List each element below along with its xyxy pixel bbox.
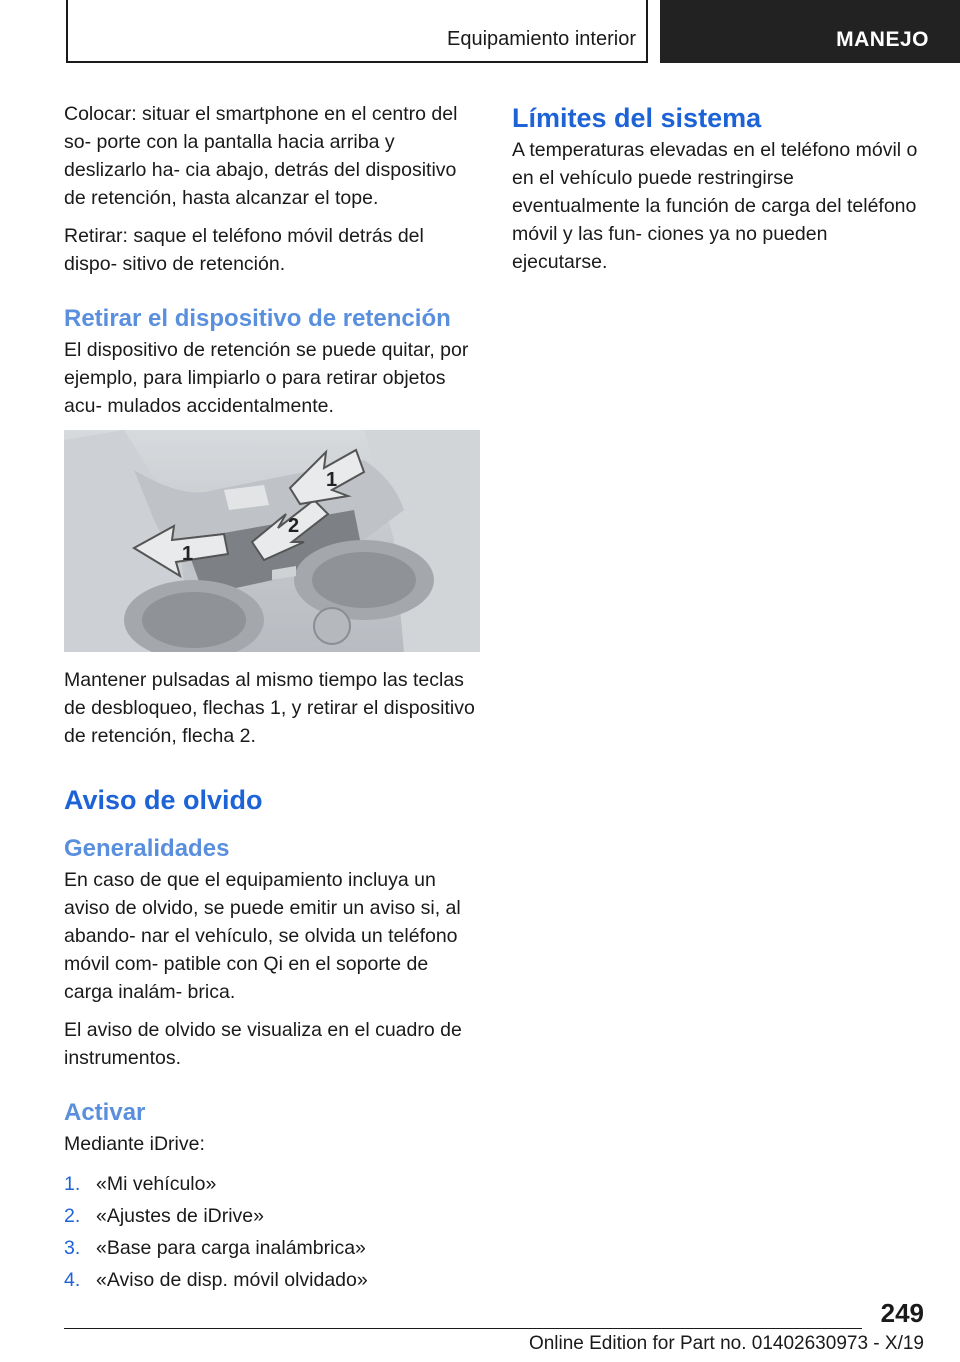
paragraph-retirar-detalle: El dispositivo de retención se puede quitar, por ejemplo, para limpiarlo o para retirar objetos acu‐ mulados accidentalmente. bbox=[64, 339, 469, 417]
paragraph-colocar: Colocar: situar el smartphone en el centro del so‐ porte con la pantalla hacia arriba y deslizarlo ha‐ cia abajo, detrás del dispositivo de retención, hasta alcanzar el tope. bbox=[64, 103, 458, 209]
left-column bbox=[64, 100, 480, 1296]
step-text: «Ajustes de iDrive» bbox=[96, 1205, 264, 1227]
list-item bbox=[64, 1232, 480, 1264]
step-text: «Aviso de disp. móvil olvidado» bbox=[96, 1269, 368, 1291]
step-number: 3. bbox=[64, 1237, 81, 1259]
header-chapter-tab bbox=[66, 0, 648, 63]
arrow-label-1-left: 1 bbox=[182, 543, 194, 565]
steps-list bbox=[64, 1168, 480, 1296]
step-number: 2. bbox=[64, 1205, 81, 1227]
list-item bbox=[64, 1200, 480, 1232]
paragraph-retirar: Retirar: saque el teléfono móvil detrás del dispo‐ sitivo de retención. bbox=[64, 225, 424, 275]
paragraph-limites: A temperaturas elevadas en el teléfono móvil o en el vehículo puede restringirse eventualmente la función de carga del teléfono móvil y las fun‐ ciones ya no pueden ejecutarse. bbox=[512, 139, 918, 273]
footer-edition: Online Edition for Part no. 01402630973 - X/19 bbox=[528, 1333, 924, 1354]
paragraph-cuadro-instrumentos: El aviso de olvido se visualiza en el cuadro de instrumentos. bbox=[64, 1019, 462, 1069]
step-number: 4. bbox=[64, 1269, 81, 1291]
figure-holder-removal bbox=[64, 430, 480, 652]
heading-generalidades: Generalidades bbox=[64, 835, 230, 862]
step-number: 1. bbox=[64, 1173, 81, 1195]
paragraph-generalidades: En caso de que el equipamiento incluya un aviso de olvido, se puede emitir un aviso si, al abando‐ nar el vehículo, se olvida un teléfono móvil com‐ patible con Qi en el soporte de carga inalám‐ brica. bbox=[64, 869, 461, 1003]
footer-divider bbox=[64, 1328, 862, 1329]
paragraph-figure-caption: Mantener pulsadas al mismo tiempo las teclas de desbloqueo, flechas 1, y retirar el dispositivo de retención, flecha 2. bbox=[64, 669, 475, 747]
figure-illustration bbox=[64, 430, 480, 652]
right-column bbox=[512, 100, 922, 286]
arrow-label-1-right: 1 bbox=[326, 469, 338, 491]
arrow-label-2: 2 bbox=[288, 515, 300, 537]
chapter-title: Equipamiento interior bbox=[447, 28, 636, 50]
list-item bbox=[64, 1264, 480, 1296]
heading-retirar-dispositivo: Retirar el dispositivo de retención bbox=[64, 305, 451, 332]
page-number: 249 bbox=[880, 1298, 924, 1328]
section-label: MANEJO bbox=[836, 28, 929, 51]
heading-aviso-de-olvido: Aviso de olvido bbox=[64, 785, 263, 815]
step-text: «Base para carga inalámbrica» bbox=[96, 1237, 366, 1259]
header-section-tab bbox=[660, 0, 960, 63]
heading-activar: Activar bbox=[64, 1099, 146, 1126]
step-text: «Mi vehículo» bbox=[96, 1173, 217, 1195]
list-item bbox=[64, 1168, 480, 1200]
heading-limites-del-sistema: Límites del sistema bbox=[512, 103, 762, 133]
paragraph-mediante-idrive: Mediante iDrive: bbox=[64, 1133, 205, 1155]
